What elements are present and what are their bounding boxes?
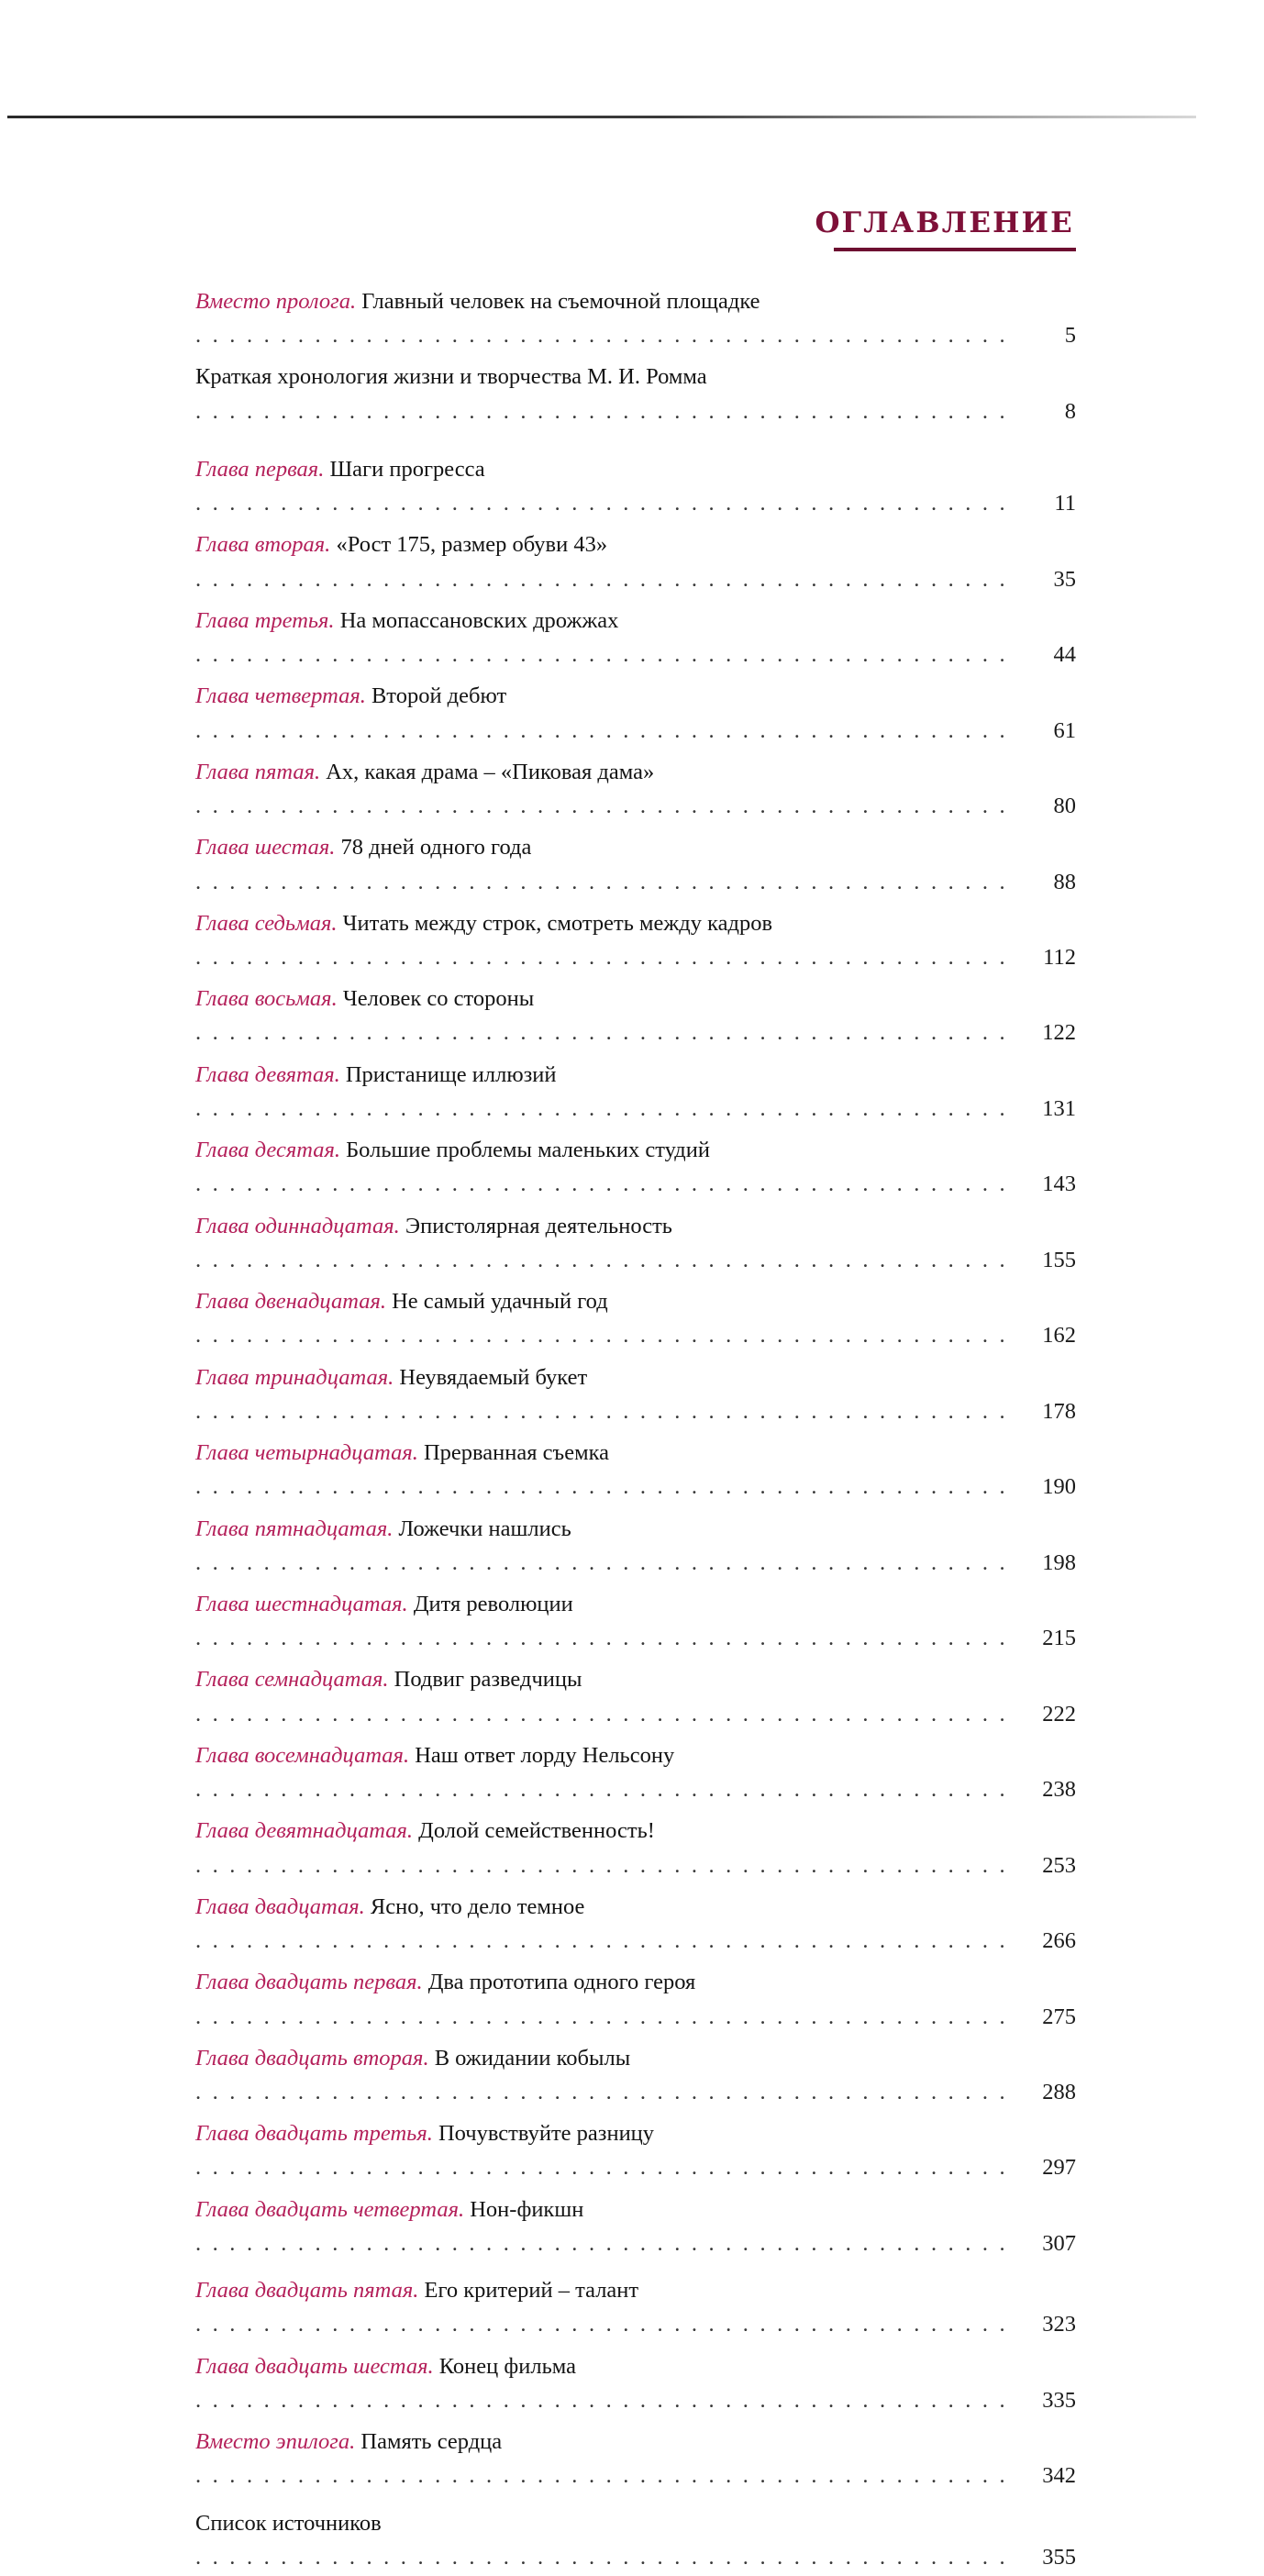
toc-entry-page-number: 11	[1054, 491, 1076, 516]
toc-entry-page-number: 238	[1042, 1777, 1076, 1803]
toc-entry-chapter-label: Глава вторая.	[195, 532, 331, 558]
toc-leader-dots: . . . . . . . . . . . . . . . . . . . . . . . . . . . . . . . . . . . . . . . . . . . . . . . .	[195, 1020, 1008, 1046]
toc-leader-dots: . . . . . . . . . . . . . . . . . . . . . . . . . . . . . . . . . . . . . . . . . . . . . . . .	[195, 717, 1008, 743]
toc-entry-title: На мопассановских дрожжах	[339, 607, 619, 633]
toc-entry-page-number: 190	[1042, 1474, 1076, 1500]
toc-entry[interactable]	[195, 906, 1076, 974]
toc-entry[interactable]	[195, 1058, 1076, 1126]
toc-entry-title: Два прототипа одного героя	[427, 1970, 696, 1995]
toc-entry-chapter-label: Глава двадцать четвертая.	[195, 2196, 465, 2222]
toc-leader-dots: . . . . . . . . . . . . . . . . . . . . . . . . . . . . . . . . . . . . . . . . . . . . . . . .	[195, 2080, 1008, 2105]
toc-entry-chapter-label: Глава восьмая.	[195, 986, 338, 1012]
toc-entry[interactable]	[195, 284, 1076, 352]
toc-entry[interactable]	[195, 1662, 1076, 1730]
toc-entry[interactable]	[195, 830, 1076, 898]
toc-leader-dots: . . . . . . . . . . . . . . . . . . . . . . . . . . . . . . . . . . . . . . . . . . . . . . . .	[195, 1474, 1008, 1500]
toc-entry-page-number: 44	[1053, 642, 1076, 668]
toc-entry-page-number: 131	[1042, 1095, 1076, 1121]
toc-entry[interactable]	[195, 1890, 1076, 1958]
toc-entry-title: Главный человек на съемочной площадке	[361, 289, 760, 314]
toc-entry-chapter-label: Вместо эпилога.	[195, 2429, 356, 2455]
toc-entry-title: Долой семейственность!	[418, 1818, 655, 1844]
toc-leader-dots: . . . . . . . . . . . . . . . . . . . . . . . . . . . . . . . . . . . . . . . . . . . . . . . .	[195, 491, 1008, 516]
toc-entry[interactable]	[195, 982, 1076, 1049]
toc-entry[interactable]	[195, 1512, 1076, 1580]
toc-leader-dots: . . . . . . . . . . . . . . . . . . . . . . . . . . . . . . . . . . . . . . . . . . . . . . . .	[195, 1171, 1008, 1197]
toc-entry[interactable]	[195, 2193, 1076, 2260]
toc-entry-chapter-label: Глава шестая.	[195, 835, 336, 861]
toc-entry-title: Ложечки нашлись	[398, 1516, 571, 1541]
toc-leader-dots: . . . . . . . . . . . . . . . . . . . . . . . . . . . . . . . . . . . . . . . . . . . . . . . .	[195, 869, 1008, 894]
toc-entry[interactable]	[195, 2425, 1076, 2493]
toc-entry-page-number: 355	[1042, 2544, 1076, 2570]
toc-entry-page-number: 61	[1053, 717, 1076, 743]
toc-entry-page-number: 143	[1042, 1171, 1076, 1197]
toc-entry-title: Память сердца	[360, 2429, 503, 2455]
toc-leader-dots: . . . . . . . . . . . . . . . . . . . . . . . . . . . . . . . . . . . . . . . . . . . . . . . .	[195, 1777, 1008, 1803]
toc-leader-dots: . . . . . . . . . . . . . . . . . . . . . . . . . . . . . . . . . . . . . . . . . . . . . . . .	[195, 2387, 1008, 2413]
toc-leader-dots: . . . . . . . . . . . . . . . . . . . . . . . . . . . . . . . . . . . . . . . . . . . . . . . .	[195, 2004, 1008, 2029]
toc-entry-title: Неувядаемый букет	[399, 1364, 588, 1390]
toc-leader-dots: . . . . . . . . . . . . . . . . . . . . . . . . . . . . . . . . . . . . . . . . . . . . . . . .	[195, 944, 1008, 970]
toc-entry-title: В ожидании кобылы	[434, 2045, 631, 2071]
toc-leader-dots: . . . . . . . . . . . . . . . . . . . . . . . . . . . . . . . . . . . . . . . . . . . . . . . .	[195, 2230, 1008, 2256]
toc-leader-dots: . . . . . . . . . . . . . . . . . . . . . . . . . . . . . . . . . . . . . . . . . . . . . . . .	[195, 1852, 1008, 1878]
toc-entry-chapter-label: Глава первая.	[195, 456, 325, 482]
toc-entry-page-number: 297	[1042, 2155, 1076, 2181]
toc-entry-page-number: 155	[1042, 1247, 1076, 1272]
toc-entry-title: Прерванная съемка	[423, 1440, 609, 1466]
toc-entry[interactable]	[195, 1209, 1076, 1277]
toc-entry[interactable]	[195, 1587, 1076, 1655]
toc-entry-title: 78 дней одного года	[340, 835, 532, 861]
toc-entry-chapter-label: Глава шестнадцатая.	[195, 1591, 408, 1616]
toc-entry[interactable]	[195, 527, 1076, 595]
toc-entry-title: Краткая хронология жизни и творчества М. И. Ромма	[195, 364, 707, 390]
toc-leader-dots: . . . . . . . . . . . . . . . . . . . . . . . . . . . . . . . . . . . . . . . . . . . . . . . .	[195, 398, 1008, 424]
toc-entry-page-number: 288	[1042, 2080, 1076, 2105]
toc-entry-title: Не самый удачный год	[392, 1289, 608, 1315]
toc-entry-chapter-label: Глава двадцать третья.	[195, 2121, 433, 2147]
toc-entry-page-number: 80	[1053, 794, 1076, 819]
toc-entry-title: Почувствуйте разницу	[438, 2121, 655, 2147]
page-title: ОГЛАВЛЕНИЕ	[815, 206, 1074, 239]
toc-entry[interactable]	[195, 2506, 1076, 2574]
toc-entry-page-number: 162	[1042, 1323, 1076, 1349]
toc-entry[interactable]	[195, 360, 1076, 427]
toc-entry-chapter-label: Глава пятнадцатая.	[195, 1516, 394, 1541]
toc-entry-chapter-label: Глава одиннадцатая.	[195, 1213, 400, 1238]
toc-entry[interactable]	[195, 2041, 1076, 2109]
toc-entry-page-number: 35	[1053, 566, 1076, 592]
toc-entry-chapter-label: Глава тринадцатая.	[195, 1364, 394, 1390]
title-underline	[834, 248, 1076, 251]
toc-entry-chapter-label: Глава пятая.	[195, 759, 321, 784]
toc-entry[interactable]	[195, 755, 1076, 823]
toc-entry-chapter-label: Глава двадцатая.	[195, 1893, 365, 1919]
toc-entry-title: Шаги прогресса	[329, 456, 485, 482]
toc-entry[interactable]	[195, 2273, 1076, 2341]
toc-leader-dots: . . . . . . . . . . . . . . . . . . . . . . . . . . . . . . . . . . . . . . . . . . . . . . . .	[195, 1928, 1008, 1954]
toc-entry-page-number: 335	[1042, 2387, 1076, 2413]
toc-leader-dots: . . . . . . . . . . . . . . . . . . . . . . . . . . . . . . . . . . . . . . . . . . . . . . . .	[195, 2155, 1008, 2181]
toc-entry-title: Список источников	[195, 2510, 382, 2536]
toc-entry-title: Эпистолярная деятельность	[405, 1213, 672, 1238]
toc-entry-title: «Рост 175, размер обуви 43»	[336, 532, 608, 558]
toc-entry-page-number: 307	[1042, 2230, 1076, 2256]
toc-entry-chapter-label: Глава двенадцатая.	[195, 1289, 386, 1315]
toc-entry-chapter-label: Глава четвертая.	[195, 683, 366, 709]
toc-entry-page-number: 5	[1064, 323, 1076, 349]
toc-entry[interactable]	[195, 604, 1076, 672]
toc-entry[interactable]	[195, 2349, 1076, 2417]
toc-entry-title: Наш ответ лорду Нельсону	[415, 1742, 675, 1768]
toc-leader-dots: . . . . . . . . . . . . . . . . . . . . . . . . . . . . . . . . . . . . . . . . . . . . . . . .	[195, 1323, 1008, 1349]
toc-entry-title: Читать между строк, смотреть между кадров	[342, 910, 773, 936]
toc-entry-page-number: 8	[1064, 398, 1076, 424]
toc-entry-title: Большие проблемы маленьких студий	[346, 1138, 710, 1163]
toc-entry[interactable]	[195, 1284, 1076, 1352]
toc-entry-chapter-label: Глава двадцать вторая.	[195, 2045, 429, 2071]
toc-leader-dots: . . . . . . . . . . . . . . . . . . . . . . . . . . . . . . . . . . . . . . . . . . . . . . . .	[195, 566, 1008, 592]
toc-entry-list	[195, 284, 1076, 2574]
toc-leader-dots: . . . . . . . . . . . . . . . . . . . . . . . . . . . . . . . . . . . . . . . . . . . . . . . .	[195, 1626, 1008, 1651]
toc-entry[interactable]	[195, 1133, 1076, 1201]
toc-entry-page-number: 222	[1042, 1701, 1076, 1727]
toc-leader-dots: . . . . . . . . . . . . . . . . . . . . . . . . . . . . . . . . . . . . . . . . . . . . . . . .	[195, 2463, 1008, 2489]
toc-entry[interactable]	[195, 1360, 1076, 1428]
toc-entry-chapter-label: Глава седьмая.	[195, 910, 338, 936]
toc-entry[interactable]	[195, 1738, 1076, 1806]
toc-leader-dots: . . . . . . . . . . . . . . . . . . . . . . . . . . . . . . . . . . . . . . . . . . . . . . . .	[195, 1095, 1008, 1121]
toc-entry-chapter-label: Глава семнадцатая.	[195, 1667, 389, 1693]
toc-entry[interactable]	[195, 1965, 1076, 2033]
toc-entry[interactable]	[195, 2116, 1076, 2184]
toc-leader-dots: . . . . . . . . . . . . . . . . . . . . . . . . . . . . . . . . . . . . . . . . . . . . . . . .	[195, 323, 1008, 349]
toc-entry-title: Человек со стороны	[342, 986, 535, 1012]
toc-entry-page-number: 266	[1042, 1928, 1076, 1954]
toc-entry[interactable]	[195, 452, 1076, 520]
toc-entry-chapter-label: Глава двадцать пятая.	[195, 2278, 419, 2304]
toc-entry-page-number: 112	[1043, 944, 1076, 970]
toc-leader-dots: . . . . . . . . . . . . . . . . . . . . . . . . . . . . . . . . . . . . . . . . . . . . . . . .	[195, 794, 1008, 819]
toc-entry-title: Его критерий – талант	[424, 2278, 639, 2304]
toc-entry-page-number: 198	[1042, 1549, 1076, 1575]
toc-entry-chapter-label: Глава двадцать шестая.	[195, 2353, 434, 2379]
toc-entry[interactable]	[195, 1436, 1076, 1504]
table-of-contents	[195, 206, 1076, 2576]
toc-entry-page-number: 342	[1042, 2463, 1076, 2489]
toc-entry-page-number: 323	[1042, 2312, 1076, 2337]
toc-entry-chapter-label: Глава третья.	[195, 607, 335, 633]
toc-entry-chapter-label: Глава десятая.	[195, 1138, 340, 1163]
toc-entry-title: Ясно, что дело темное	[370, 1893, 585, 1919]
toc-leader-dots: . . . . . . . . . . . . . . . . . . . . . . . . . . . . . . . . . . . . . . . . . . . . . . . .	[195, 1247, 1008, 1272]
toc-entry[interactable]	[195, 679, 1076, 747]
toc-entry-title: Пристанище иллюзий	[345, 1061, 557, 1087]
toc-entry-chapter-label: Вместо пролога.	[195, 289, 357, 314]
toc-entry-page-number: 253	[1042, 1852, 1076, 1878]
toc-entry[interactable]	[195, 1814, 1076, 1882]
toc-entry-page-number: 88	[1053, 869, 1076, 894]
toc-entry-title: Ах, какая драма – «Пиковая дама»	[326, 759, 655, 784]
toc-entry-title: Нон-фикшн	[470, 2196, 584, 2222]
toc-entry-chapter-label: Глава восемнадцатая.	[195, 1742, 410, 1768]
header-rule	[7, 116, 1196, 118]
toc-entry-title: Дитя революции	[413, 1591, 573, 1616]
toc-entry-chapter-label: Глава двадцать первая.	[195, 1970, 423, 1995]
toc-entry-page-number: 178	[1042, 1398, 1076, 1424]
toc-entry-page-number: 215	[1042, 1626, 1076, 1651]
toc-entry-chapter-label: Глава девятая.	[195, 1061, 340, 1087]
toc-leader-dots: . . . . . . . . . . . . . . . . . . . . . . . . . . . . . . . . . . . . . . . . . . . . . . . .	[195, 1549, 1008, 1575]
toc-leader-dots: . . . . . . . . . . . . . . . . . . . . . . . . . . . . . . . . . . . . . . . . . . . . . . . .	[195, 2544, 1008, 2570]
toc-entry-chapter-label: Глава четырнадцатая.	[195, 1440, 418, 1466]
toc-leader-dots: . . . . . . . . . . . . . . . . . . . . . . . . . . . . . . . . . . . . . . . . . . . . . . . .	[195, 1398, 1008, 1424]
toc-entry-title: Подвиг разведчицы	[394, 1667, 582, 1693]
toc-entry-page-number: 122	[1042, 1020, 1076, 1046]
toc-leader-dots: . . . . . . . . . . . . . . . . . . . . . . . . . . . . . . . . . . . . . . . . . . . . . . . .	[195, 1701, 1008, 1727]
toc-entry-chapter-label: Глава девятнадцатая.	[195, 1818, 414, 1844]
toc-entry-title: Второй дебют	[371, 683, 507, 709]
toc-leader-dots: . . . . . . . . . . . . . . . . . . . . . . . . . . . . . . . . . . . . . . . . . . . . . . . .	[195, 2312, 1008, 2337]
toc-entry-title: Конец фильма	[438, 2353, 576, 2379]
toc-leader-dots: . . . . . . . . . . . . . . . . . . . . . . . . . . . . . . . . . . . . . . . . . . . . . . . .	[195, 642, 1008, 668]
toc-entry-page-number: 275	[1042, 2004, 1076, 2029]
